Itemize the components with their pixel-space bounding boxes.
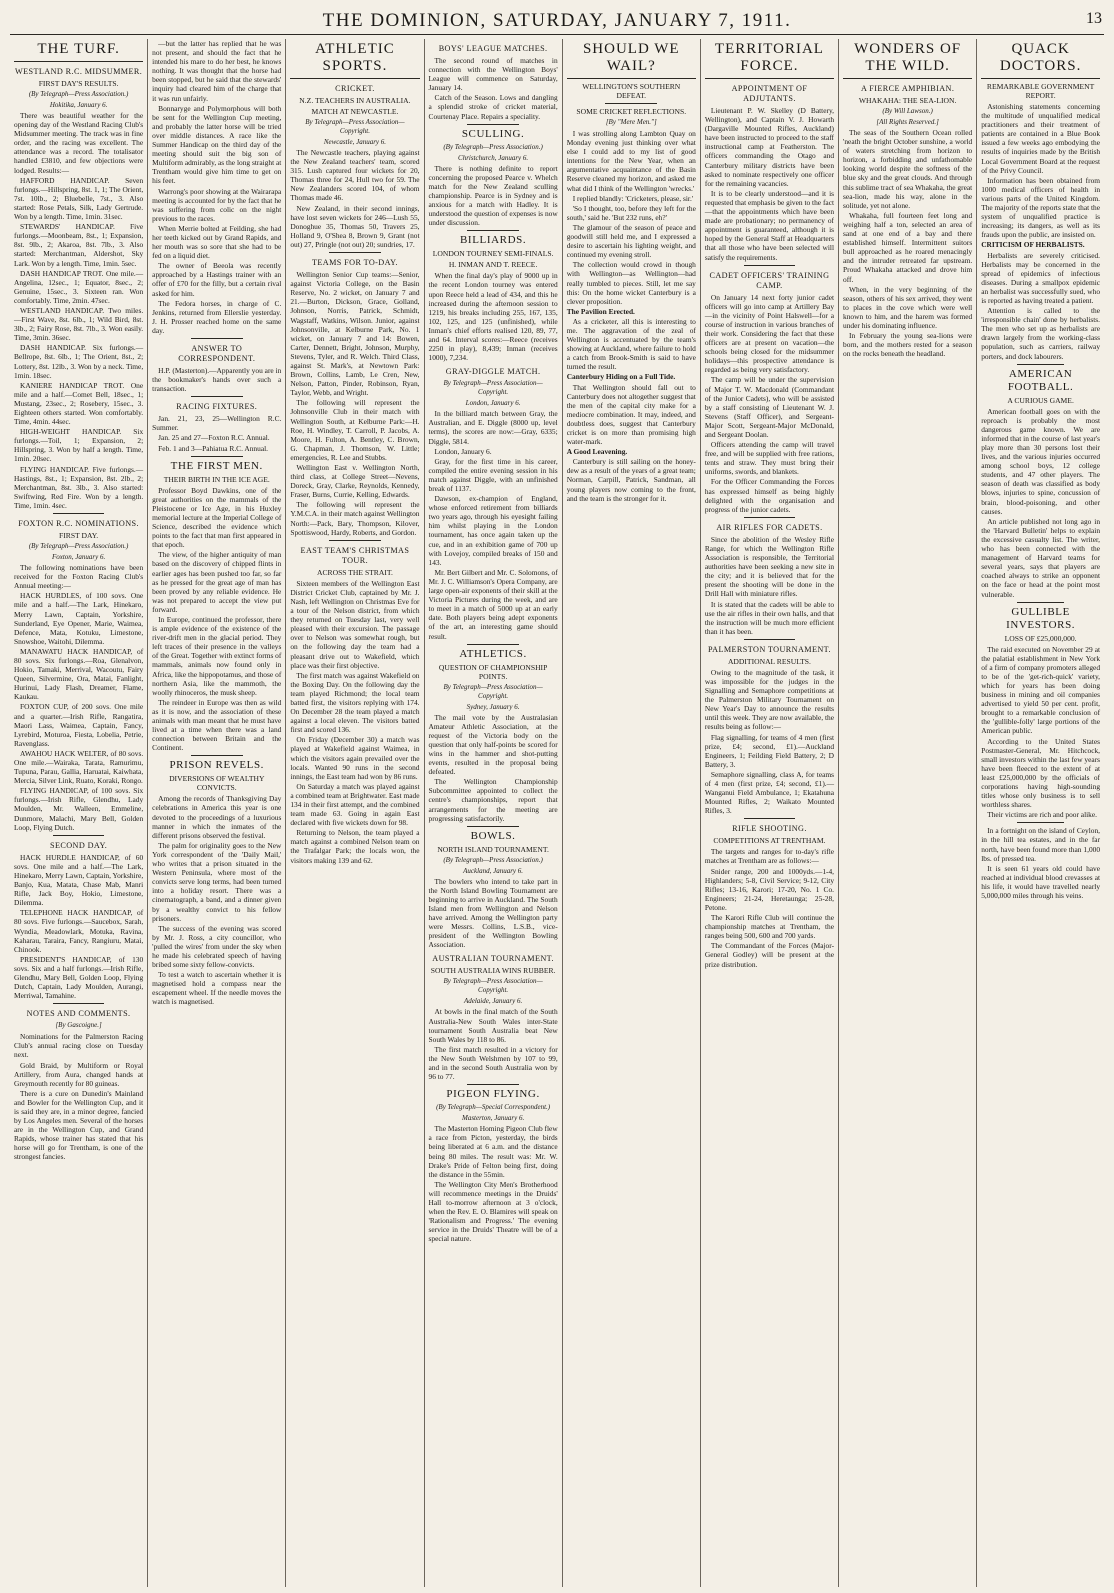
pigeon-heading: PIGEON FLYING. [446,1088,540,1101]
gray-diggle-body [429,409,558,640]
gray-diggle-byline: By Telegraph—Press Association—Copyright. [443,379,543,397]
paragraph: AWAHOU HACK WELTER, of 80 sovs. One mile.—Wairaka, Tarata, Ramurimu, Tupuna, Parau, Gallia, Haruatai, Kaiwhata, Mercia, Silver Link, Ruato, Koraki, Rongo. [14,748,144,786]
divider [1017,602,1065,603]
divider [53,513,105,514]
wail-body [567,129,696,503]
pigeon-byline: (By Telegraph—Special Correspondent.) [436,1103,551,1112]
paragraph: On Saturday a match was played against a combined team at Brightwater. East made 134 in their first attempt, and the combined team made 63. Going in again East declared with five wickets down for 98. [290,781,420,828]
bowls-body [429,877,558,950]
billiards-heading: BILLIARDS. [460,234,527,247]
paragraph: Dawson, ex-champion of England, whose enforced retirement from billiards two years ago, through his eyesight failing him whilst playing in the London tournament, has once again taken up the cue, and in an exhibition game of 700 up with Lovejoy, compiled breaks of 150 and 143. [428,494,558,567]
paragraph: It is to be clearly understood—and it is requested that emphasis be given to the fact—that the appointments which have been made are probationary; no permanency of appointment is guaranteed, although it is hoped by the General Staff at Headquarters that all those who have been selected will satisfy the requirements. [704,188,835,262]
paragraph: Whakaha, full fourteen feet long and weighing half a ton, selected an area of sand at one end of a bay and there established himself. Intermittent suitors bull approached as he roared menacingly and the intruder retreated far upstream. Proud Whakaha attacked and drove him off. [843,210,973,284]
paragraph: I was strolling along Lambton Quay on Monday evening just thinking over what else I could add to my list of good intentions for the New Year, when an argumentative acquaintance of the Basin Reserve cleaned my horizon, and asked me what did I think of the Wellington 'wrecks.' [566,129,696,193]
divider [191,338,243,339]
paragraph: For the Officer Commanding the Forces has expressed himself as being highly delighted with the organisation and progress of the junior cadets. [704,477,835,514]
paragraph: Bonnaryge and Polymorphous will both be sent for the Wellington Cup meeting, and probably the latter horse will be tried over middle distances. A race like the Summer Handicap on the third day of the meeting should suit the big son of Multiform admirably, as the long straight at Trentham would give him time to get on his feet. [152,103,282,186]
paragraph: Warrong's poor showing at the Wairarapa meeting is accounted for by the fact that he was suffering from colic on the night previous to the races. [152,186,282,223]
paragraph: The second round of matches in connection with the Wellington Boys' League will commence on Saturday, January 14. [428,56,558,93]
billiards-body [429,271,558,362]
paragraph: An article published not long ago in the 'Harvard Bulletin' helps to explain the excessive casualty list. The writer, who has been connected with the management of Harvard teams for several years, says that players are coached always to strike an opponent on the face or head at the point most vulnerable. [981,516,1101,599]
column-sports-misc [425,39,563,1587]
paragraph: The camp will be under the supervision of Major T. W. Macdonald (Commandant of the Junior Cadets), who will be assisted by a staff consisting of Lieutenant W. J. Stevens (Staff Officer), and Sergeant-Major Scott, Sergeant-Major McDonald, and Sergeant Doolan. [704,375,835,439]
paragraph: At bowls in the final match of the South Australia-New South Wales inter-State tournament South Australia beat New South Wales by 118 to 86. [428,1007,558,1044]
paragraph: The raid executed on November 29 at the palatial establishment in New York of a firm of company promoters alleged to be of the 'get-rich-quick' variety, which for years has been doing business in mining and oil companies advertised to yield 50 per cent. profit, brought to a remarkable conclusion of the 'gullible-folly' large portions of the American public. [981,644,1101,736]
fixtures-heading: RACING FIXTURES. [176,402,258,412]
paragraph: The reindeer in Europe was then as wild as it is now, and the association of these animals with man meant that he must have lived at a time when there was a land connection between Britain and the Continent. [152,697,282,753]
palmerston-sub: ADDITIONAL RESULTS. [727,656,811,666]
rifle-body [705,847,834,968]
rifle-heading: RIFLE SHOOTING. [732,824,807,834]
final-note: It is seen 61 years old could have reached at individual blood crevasses at his life, it would have travelled nearly 5,000,000 miles through his veins. [981,863,1101,901]
divider [744,818,796,819]
palmerston-body [705,668,834,816]
article-subheading: FIRST DAY. [59,531,99,541]
paragraph: Since the abolition of the Wesley Rifle Range, for which the Wellington Rifle Association is responsible, the Territorial authorities have been seeking a new site in the city; and it is believed that for the present the shooting will be done in the Drill Hall with miniature rifles. [704,534,835,599]
divider [605,103,657,104]
athletics-byline: By Telegraph—Press Association—Copyright. [443,682,543,700]
paragraph: According to the United States Postmaster-General, Mr. Hitchcock, small investors within the last few years have been fleeced to the extent of at least £25,000,000 by the officials of corporations having high-sounding titles whose only business is to sell worthless shares. [981,736,1101,810]
aus-tournament-dateline: Adelaide, January 6. [463,997,523,1006]
paragraph: When the final day's play of 9000 up in the recent London tourney was entered upon Reece held a lead of 434, and this he increased during the afternoon session to 1219, his breaks including 255, 167, 135, 102, 125, and 125 (unfinished), while Inman's chief efforts realised 120, 89, 77, and 64. Interval scores:—Reece (receives 2250 in play), 8,439; Inman (receives 1000), 7,234. [428,271,558,363]
paragraph: Mr. Bert Gilbert and Mr. C. Solomons, of Mr. J. C. Williamson's Opera Company, are large open-air exponents of their skill at the Victoria Pictures during the week, and are to meet in a match of 5000 up at an early date. Both players being adept exponents of the art, an interesting game should result. [428,567,558,641]
cadet-body [705,293,834,514]
gray-diggle-dateline: London, January 6. [465,399,521,408]
teachers-sub: MATCH AT NEWCASTLE. [311,107,399,116]
paragraph: The Pavilion Erected. [566,306,635,316]
teachers-heading: N.Z. TEACHERS IN AUSTRALIA. [299,96,411,105]
paragraph: The targets and ranges for to-day's rifle matches at Trentham are as follows:— [704,847,835,866]
air-rifles-heading: AIR RIFLES FOR CADETS. [716,522,823,532]
section-title-turf: THE TURF. [37,41,120,57]
divider [53,1003,105,1004]
masthead-title: THE DOMINION, SATURDAY, JANUARY 7, 1911. [322,10,792,31]
athletics-heading: ATHLETICS. [459,647,527,660]
section-title-wail: SHOULD WE WAIL? [582,41,680,74]
paragraph: MANAWATU HACK HANDICAP, of 80 sovs. Six furlongs.—Roa, Glenalvon, Hokio, Tamaki, Merrival, Wacoutu, Fairy Queen, Silvermine, Ora, Matai, Fanlight, Hurinui, Lady Flash, Dreamer, Flame, Kaukau. [14,646,144,702]
fixtures-list [152,414,281,452]
paragraph: Sixteen members of the Wellington East District Cricket Club, captained by Mr. J. Nash, left Wellington on Christmas Eve for a tour of the Nelson district, from which they returned on Tuesday last, very well pleased with their excursion. The passage over to Nelson was somewhat rough, but on the following day the team had a pleasant drive out to Wakefield, which place was their first objective. [290,578,420,670]
wail-byline: [By "Mere Men."] [605,118,657,126]
column-turf-continued [148,39,286,1587]
article-heading: NOTES AND COMMENTS. [26,1009,131,1019]
paragraph: Flag signalling, for teams of 4 men (first prize, £4; second, £1).—Auckland Engineers, 1; Feilding Field Battery, 2; D Battery, 3. [704,732,835,769]
pigeon-dateline: Masterton, January 6. [461,1114,525,1123]
cricket-heading: CRICKET. [335,84,375,93]
paragraph: Astonishing statements concerning the multitude of unqualified medical practitioners and their treatment of patients are contained in a Blue Book issued a few weeks ago embodying the results of inquiries made by the British Local Government Board at the request of the Privy Council. [981,102,1101,175]
paragraph: Wellington East v. Wellington North, third class, at College Street—Nevens, Doreck, Gray, Clarke, Reynolds, Kennedy, Fraser, Burns, Currie, Kelling, Edwards. [290,463,420,500]
paragraph: The Wellington City Men's Brotherhood will recommence meetings in the Druids' Hall to-morrow afternoon at 3 o'clock, when the Rev. E. O. Blamires will speak on 'Rationalism and Progress.' The evening service in the Druids' Theatre will be of a special nature. [428,1179,558,1244]
palmerston-heading: PALMERSTON TOURNAMENT. [707,644,831,654]
paragraph: Professor Boyd Dawkins, one of the great authorities on the mammals of the Pleistocene or Ice Age, in his Huxley memorial lecture at the Imperial College of Science, described the evidence which points to the fact that man first appeared in that epoch. [152,485,282,550]
section-title-quack: QUACK DOCTORS. [999,41,1082,74]
football-sub: A CURIOUS GAME. [1007,395,1074,405]
divider [705,78,834,79]
football-heading: AMERICAN FOOTBALL. [1007,367,1074,393]
gullible-heading: GULLIBLE INVESTORS. [1006,605,1076,631]
divider [467,230,519,231]
divider [329,540,381,541]
article-byline: [By Gascoigne.] [55,1021,102,1030]
gullible-body [981,645,1100,820]
paragraph: When Merrie bolted at Feilding, she had her teeth kicked out by Grand Rapids, and her mouth was so sore that she had to be fed on a liquid diet. [152,223,282,261]
athletics-body [429,713,558,823]
paragraph: Among the records of Thanksgiving Day celebrations in America this year is one devoted to the proceedings of a luxurious manner in which the inmates of the different prisons observed the festival. [152,794,282,840]
ceylon-note: In a fortnight on the island of Ceylon, in the hill tea estates, and in the far north, have been found more than 1,000 lbs. of pressed tea. [981,826,1101,863]
teachers-dateline: Newcastle, January 6. [323,138,387,146]
article-byline: (By Telegraph—Press Association.) [28,542,129,551]
paragraph: Jan. 21, 23, 25—Wellington R.C. Summer. [152,414,282,433]
bowls-sub: NORTH ISLAND TOURNAMENT. [437,844,549,854]
paragraph: The following nominations have been received for the Foxton Racing Club's Annual meeting:— [14,563,144,591]
section-title-athletic: ATHLETIC SPORTS. [315,41,395,74]
paragraph: Information has been obtained from 1000 medical officers of health in various parts of the United Kingdom. The majority of the reports state that the system of unqualified practice is increasing; its dangers, as well as its frauds upon the public, are insisted on. [981,175,1101,240]
paragraph: The glamour of the season of peace and goodwill still held me, and I expressed a desire to ascertain his lighting weight, and continued my evening stroll. [566,222,696,260]
teams-heading: TEAMS FOR TO-DAY. [311,258,398,268]
column-athletic-sports [286,39,424,1587]
article-dateline: Hokitika, January 6. [49,101,108,109]
paragraph: To test a watch to ascertain whether it is magnetised hold a compass near the escapement wheel. If the needle moves the watch is magnetised. [152,970,282,1007]
paragraph: The Commandant of the Forces (Major-General Godley) will be present at the prize distribution. [704,941,835,969]
divider [467,124,519,125]
paragraph: 'So I thought, too, before they left for the south,' said he. 'But 232 runs, eh?' [566,203,696,222]
divider [744,517,796,518]
column-territorial [701,39,839,1587]
paragraph: The palm for originality goes to the New York correspondent of the 'Daily Mail,' who writes that a prison situated in the Western Peninsula, where most of the convicts serve long terms, had been turned into a holiday resort. There was a cinematograph, a band, and a dinner given by a wealthy convict to his fellow prisoners. [152,840,282,923]
paragraph: The bowlers who intend to take part in the North Island Bowling Tournament are beginning to arrive in Auckland. The South Island men from Wellington and Nelson have arrived. Among the Wellington party were Messrs. Collins, L.S.B., vice-president of the Wellington Bowling Association. [428,876,558,950]
article-heading: WESTLAND R.C. MIDSUMMER. [14,67,143,76]
aus-tournament-byline: By Telegraph—Press Association—Copyright. [443,977,543,995]
turf-articles [14,67,143,1162]
divider [191,755,243,756]
divider [843,78,972,79]
boys-league-body [429,56,558,121]
gullible-sub: LOSS OF £25,000,000. [1004,633,1077,643]
paragraph: FLYING HANDICAP, of 100 sovs. Six furlongs.—Irish Rifle, Glendhu, Lady Moulden, Mr. Walleen, Emmeline, Dunmore, Malachi, Mary Bell, Golden Loop, Flying Dutch. [14,786,144,832]
sculling-heading: SCULLING. [461,127,525,140]
paragraph: London, January 6. [434,446,492,456]
paragraph: The first match resulted in a victory for the New South Welshmen by 107 to 99, and in the second South Australia won by 96 to 77. [428,1044,558,1082]
athletics-sub: QUESTION OF CHAMPIONSHIP POINTS. [438,662,548,681]
paragraph: There is nothing definite to report concerning the proposed Pearce v. Whelch match for the New Zealand sculling championship. Pearce is in Sydney and is anxious for a match with Hadley. It is understood the question of expenses is now under discussion. [428,163,558,228]
sculling-dateline: Christchurch, January 6. [458,153,529,162]
cadet-heading: CADET OFFICERS' TRAINING CAMP. [709,270,830,290]
paragraph: Semaphore signalling, class A, for teams of 4 men (first prize, £4; second, £1).—Wanganui Field Ambulance, 1; Ekatahuna Mounted Rifles, 2; Waikato Mounted Rifles, 3. [704,769,835,816]
teams-body [290,270,419,537]
paragraph: Their victims are rich and poor alike. [987,810,1097,820]
answer-text: H.P. (Masterton).—Apparently you are in the bookmaker's hands over such a transaction. [152,366,282,394]
sculling-body [429,164,558,228]
paragraph: The Newcastle teachers, playing against the New Zealand teachers' team, scored 315. Lush captured four wickets for 20, Thomas three for 24, Hull two for 59. The New Zealanders scored 104, of whom Thomas made 46. [290,148,420,203]
paragraph: DASH HANDICAP TROT. One mile.—Angelina, 12sec., 1; Equator, 8sec., 2; Genuine, 15sec., 3. Sixteen ran. Won comfortably. Time, 2min. 47sec. [14,268,144,305]
paragraph: FOXTON CUP, of 200 sovs. One mile and a quarter.—Irish Rifle, Rangatira, Maori Lass, Waimea, Captain, Fancy, Lyrebird, Moturoa, Fiesta, Lobelia, Petrie, Ravenglass. [14,702,144,748]
paragraph: Gray, for the first time in his career, compiled the entire evening session in his match against Diggle, with an unfinished break of 1137. [428,456,558,493]
column-quack-doctors [977,39,1104,1587]
paragraph: As a cricketer, all this is interesting to me. The aggravation of the zeal of Wellington is accentuated by the team's showing at Auckland, where failure to hold a catch from Brook-Smith is said to have turned the result. [566,316,696,372]
column-wonders-quack [839,39,977,1587]
paragraph: The mail vote by the Australasian Amateur Athletic Association, at the request of the Victoria body on the question that only half-points be scored for wins in the hammer and shot-putting events, resulted in the proposal being defeated. [428,712,558,777]
wonders-body [843,128,972,358]
article-subheading: FIRST DAY'S RESULTS. [38,79,119,88]
divider [744,265,796,266]
divider [467,644,519,645]
column-turf [10,39,148,1587]
paragraph: On January 14 next forty junior cadet officers will go into camp at Artillery Bay—in the vicinity of Point Halswell—for a course of instruction in various branches of their work. Considering the fact that these officers are at present on vacation—the schools being closed for the midsummer holidays—this prospective attendance is regarded as being very satisfactory. [704,292,835,375]
paragraph: PRESIDENT'S HANDICAP, of 130 sovs. Six and a half furlongs.—Irish Rifle, Glendhu, Mary Bell, Golden Loop, Flying Dutch, Captain, Lady Moulden, Aurangi, Merriwal, Tamahine. [14,954,144,1001]
paragraph: Jan. 25 and 27—Foxton R.C. Annual. [158,433,270,443]
section-title-territorial: TERRITORIAL FORCE. [714,41,824,74]
paragraph: WESTLAND HANDICAP. Two miles.—First Wave, 8st. 6lb., 1; Wild Bird, 8st. 3lb., 2; Fairy Rose, 8st. 7lb., 3. Won easily. Time, 3min. 36sec. [14,305,144,343]
paragraph: The following will represent the Y.M.C.A. in their match against Wellington North:—Pack, Bary, Thompson, Kilover, Spottiswood, Hardy, Roberts, and Gordon. [290,500,420,537]
paragraph: The success of the evening was scored by Mr. J. Ross, a city councillor, who 'pulled the wires' from under the sky when he made his celebrated speech of having bribed some sixty fellow-convicts. [152,923,282,970]
paragraph: In Europe, continued the professor, there is ample evidence of the existence of the river-drift men in the glacial period. They left traces of their presence in the valleys of the Great. Together with extinct forms of mammals, animals now found only in Africa, like the hippopotamus, and those of northern Asia, like the mammoth, the woolly rhinoceros, the musk sheep. [152,614,282,697]
divider [191,396,243,397]
billiards-sub2: H. INMAN AND T. REECE. [448,260,538,270]
teachers-body [290,148,419,249]
paragraph: CRITICISM OF HERBALISTS. [981,240,1085,250]
turf-continued-text [152,39,281,335]
paragraph: HACK HURDLE HANDICAP, of 60 sovs. One mile and a half.—The Lark, Hinekaro, Merry Lawn, Captain, Yorkshire, Banjo, Kua, Matata, Chase Mab, Manri Rifle, Jack Boy, Hokio, Limestone, Dilemma. [14,852,144,908]
divider [329,252,381,253]
divider [290,78,419,79]
wail-sub: WELLINGTON'S SOUTHERN DEFEAT. [582,82,681,100]
wonders-heading: A FIERCE AMPHIBIAN. [860,84,955,93]
paragraph: There was beautiful weather for the opening day of the Westland Racing Club's Midsummer meeting. The track was in fine order, and the racing was excellent. The attendance was a record. The totalisator handled £3810, and few objections were lodged. Results:— [14,111,144,175]
paragraph: In the billiard match between Gray, the Australian, and E. Diggle (8000 up, level terms), the scores are now:—Gray, 6335; Diggle, 5814. [428,409,558,446]
quack-heading: REMARKABLE GOVERNMENT REPORT. [986,82,1095,100]
paragraph: When, in the very beginning of the season, others of his sex arrived, they went to places in the cove which were well known to him, and the harem was formed under his dominating influence. [843,284,973,330]
divider [981,78,1100,79]
paragraph: Snider range, 200 and 1000yds.—1-4, Highlanders; 5-8, Civil Service; 9-12, City Rifles; 13-16, Karori; 17-20, No. 1 Co. Engineers; 21-24, Heretaunga; 25-28, Petone. [704,866,835,912]
divider [567,78,696,79]
paragraph: TELEPHONE HACK HANDICAP, of 80 sovs. Five furlongs.—Saucebox, Sarah, Wyndia, Meadowlark, Motuka, Ravina, Kaharau, Taraira, Fancy, Rangiuru, Matai, Chinook. [14,908,144,954]
page-number: 13 [1086,10,1102,27]
divider [467,826,519,827]
sculling-byline: (By Telegraph—Press Association.) [443,142,543,151]
aus-tournament-sub: SOUTH AUSTRALIA WINS RUBBER. [430,966,556,976]
paragraph: The owner of Beeola was recently approached by a Hastings trainer with an offer of £70 for the filly, but a certain rival asked for him. [152,261,282,298]
bowls-dateline: Auckland, January 6. [463,866,524,875]
wonders-sub: WHAKAHA: THE SEA-LION. [858,96,957,105]
paragraph: Canterbury is still sailing on the honey-dew as a result of the years of a great team; Norman, Carpill, Patrick, Sandman, all young players now coming to the front, and the team is the stronger for it. [566,457,696,503]
paragraph: Feb. 1 and 3—Pahiatua R.C. Annual. [158,443,268,453]
tour-sub: ACROSS THE STRAIT. [316,567,393,577]
answer-heading: ANSWER TO CORRESPONDENT. [178,344,256,363]
article-dateline: Foxton, January 6. [51,553,106,562]
divider [744,639,796,640]
paragraph: Nominations for the Palmerston Racing Club's annual racing close on Tuesday next. [14,1032,144,1060]
first-men-sub: THEIR BIRTH IN THE ICE AGE. [163,474,270,484]
article-heading: SECOND DAY. [49,840,108,850]
football-body [981,407,1100,599]
paragraph: New Zealand, in their second innings, have lost seven wickets for 246—Lush 55, Donoghue 35, Thomas 50, Travers 25, Holland 9, O'Shea 8, Brown 9, Grant (not out) 27, Pringle (not out) 20; sundries, 17. [290,203,420,249]
divider [1017,822,1065,823]
paragraph: The Wellington Championship Subcommittee appointed to collect the centre's championships, report that arrangements for the meeting are progressing satisfactorily. [428,777,558,823]
paragraph: Owing to the magnitude of the task, it was impossible for the judges in the Signalling and Semaphore competitions at the Palmerston Military Tournament on New Year's Day to announce the results until this week. They are now available, the results being as follow:— [704,667,835,732]
paragraph: That Wellington should fall out to Canterbury does not altogether suggest that the men of the capital city make for a mediocre combination. It may, indeed, and doubtless does, suggest that Canterbury cricket is on more than promising high water-mark. [566,382,696,447]
bowls-heading: BOWLS. [470,829,516,842]
first-men-body [152,486,281,753]
wail-sub2: SOME CRICKET REFLECTIONS. [576,107,687,116]
tour-heading: EAST TEAM'S CHRISTMAS TOUR. [300,545,410,565]
paragraph: The Masterton Homing Pigeon Club flew a race from Picton, yesterday, the birds being liberated at 6 a.m. and the distance being 80 miles. The result was: Mr. W. Drake's Pride of Felton being first, doing the distance in the 55min. [428,1124,558,1179]
divider [14,61,143,62]
paragraph: In February the young sea-lions were born, and the mothers rested for a season on the rocks beneath the headland. [843,331,973,359]
paragraph: Officers attending the camp will travel free, and will be supplied with free rations, tents and straw. They must bring their uniforms, swords, and blankets. [704,440,835,477]
paragraph: The Karori Rifle Club will continue the championship matches at Trentham, the ranges being 500, 600 and 700 yards. [704,913,835,941]
paragraph: HAFFORD HANDICAP. Seven furlongs.—Hillspring, 8st. 1, 1; The Orient, 7st. 10lb., 2; Bluebelle, 7st., 3. Also started: Rose Petals, Silk, Lady Gertrude. Won by a length. Time, 1min. 31sec. [14,175,144,222]
paragraph: Lieutenant P. W. Skelley (D Battery, Wellington), and Captain V. J. Howarth (Dargaville Mounted Rifles, Auckland) have been instructed to proceed to the staff instructional camp at Featherston. The officers commanding the Otago and Canterbury military districts have been asked to nominate respectively one officer for the remaining vacancies. [704,106,835,188]
paragraph: Catch of the Season. Lows and dangling a splendid stroke of cricket material, Courtenay Place. Repairs a speciality. [428,93,558,121]
appointment-body [705,106,834,262]
paragraph: Wellington Senior Cup teams:—Senior, against Victoria College, on the Basin Reserve, No. 2 wicket, on January 7 and 21.—Burton, Dickson, Grace, Golland, Johnson, Norris, Patrick, Schmidt, Wagstaff, Watkins, Wilson. Junior, against Johnsonville, at Kelburne Park, No. 1 wicket, on January 7 and 14: Bowen, Carter, Dennett, Bright, Johnson, Murphy, Stevens, Tyler, and R. Welch. Third Class, against St. Mark's, at Newtown Park: Brown, Collins, Lamb, Le Cren, New, Nelson, Patton, Pinder, Robinson, Ryan, Taylor, Webb, and Wright. [290,270,420,398]
paragraph: Herbalists are severely criticised. Herbalists may be concerned in the spread of epidemics of infectious diseases. During a smallpox epidemic an herbalist was successfully sued, who is reported as having treated a patient. [981,250,1101,305]
first-men-heading: THE FIRST MEN. [170,459,263,472]
paragraph: The seas of the Southern Ocean rolled 'neath the bright October sunshine, a world of waters stretching from horizon to horizon, a forbidding and unfathomable looking world despite the softness of the blue sky and the great clouds. And through this sublime tract of sea Whakaha, the great sea-lion, made his way, alone in the solitude, yet not alone. [843,128,973,210]
aus-tournament-body [429,1007,558,1081]
paragraph: FLYING HANDICAP. Five furlongs.—Hastings, 8st., 1; Expansion, 8st. 2lb., 2; Merchantman, 8st. 3lb., 3. Also started: Swiftwing, Red Fire. Won by a length. Time, 1min. 4sec. [14,464,144,510]
paragraph: On Friday (December 30) a match was played at Wakefield against Waimea, in which the visitors again prevailed over the locals. Wanted 90 runs in the second innings, the East team had won by 86 runs. [290,735,420,781]
billiards-sub: LONDON TOURNEY SEMI-FINALS. [432,249,554,259]
paragraph: The view, of the higher antiquity of man based on the discovery of chipped flints in earlier ages has been pushed too far, so far as he pressed for the great age of man has been proved by any reliable evidence. He was not prepared to accept the view put forward. [152,550,282,614]
divider [1017,364,1065,365]
quack-body [981,102,1100,361]
section-title-wonders: WONDERS OF THE WILD. [854,41,962,74]
article-byline: (By Telegraph—Press Association.) [28,90,129,98]
paragraph: HIGH-WEIGHT HANDICAP. Six furlongs.—Toil, 1; Expansion, 2; Hillspring, 3. Won by half a length. Time, 1min. 20sec. [14,427,144,464]
paragraph: It is stated that the cadets will be able to use the air rifles in their own halls, and that the instruction will be much more efficient than it has been. [704,599,835,636]
column-should-we-wail [563,39,701,1587]
paragraph: The Fedora horses, in charge of C. Jenkins, returned from Ellerslie yesterday. J. H. Prosser reached home on the same day. [152,298,282,335]
paragraph: HACK HURDLES, of 100 sovs. One mile and a half.—The Lark, Hinekaro, Merry Lawn, Captain, Yorkshire, Sunderland, Eye Opener, Marie, Waimea, Defence, Mata, Kotuku, Limestone, Snowshoe, Waitohi, Dilemma. [14,591,144,646]
masthead [10,8,1104,35]
prison-body [152,794,281,1006]
paragraph: KANIERE HANDICAP TROT. One mile and a half.—Comet Bell, 18sec., 1; Mustang, 23sec., 2; Rosebery, 15sec., 3. Eighteen others started. Won comfortably. Time, 4min. 44sec. [14,380,144,427]
article-heading: FOXTON R.C. NOMINATIONS. [18,519,139,529]
paragraph: The following will represent the Johnsonville Club in their match with Wellington South, at Kelburne Park:—H. Roe, H. Windley, T. Carroll, P. Jacobs, A. Moore, H. Fulton, A. Bentley, C. Brown, G. Chapman, J. Thomson, W. Little; emergencies, R. Lee and Stubbs. [290,398,420,462]
tour-body [290,579,419,865]
paragraph: —but the latter has replied that he was not present, and should the fact that he intended his mare to do her best, he knows nothing. It was thought that the horse had been stopped, but he said that the stewards' inquiry had cleared him of the charge that it was run unfairly. [152,39,282,103]
prison-heading: PRISON REVELS. [169,759,265,772]
paragraph: DASH HANDICAP. Six furlongs.—Bellrope, 8st. 6lb., 1; The Orient, 8st., 2; Lottery, 8st. 12lb., 3. Won by a neck. Time, 1min. 18sec. [14,343,144,380]
appointment-heading: APPOINTMENT OF ADJUTANTS. [731,84,808,103]
paragraph: I replied blandly: 'Cricketers, please, sir.' [572,193,694,203]
paragraph: Returning to Nelson, the team played a match against a combined Nelson team on the Trafalgar Park; the locals won, the visitors making 139 and 62. [290,828,420,865]
rifle-sub: COMPETITIONS AT TRENTHAM. [713,836,826,846]
pigeon-body [429,1124,558,1243]
paragraph: Attention is called to the 'irresponsible chain' done by herbalists. The men who set up as herbalists are drawn largely from the working-class population, such as carriers, railway porters, and dock labourers. [981,306,1101,361]
paragraph: Gold Braid, by Multiform or Royal Artillery, from Aura, changed hands at Greymouth recently for 80 guineas. [14,1060,144,1088]
bowls-byline: (By Telegraph—Press Association.) [443,855,543,864]
athletics-dateline: Sydney, January 6. [466,702,520,711]
air-rifles-body [705,535,834,636]
paragraph: STEWARDS' HANDICAP. Five furlongs.—Moonbeam, 8st., 1; Expansion, 8st. 9lb., 2; Akaroa, 8st. 7lb., 3. Also started: Merchantman, Aldershot, Sky Lark. Won by a length. Time, 1min. 5sec. [14,222,144,268]
teachers-byline: By Telegraph—Press Association—Copyright. [305,118,405,135]
paragraph: A Good Leavening. [566,447,628,457]
paragraph: The collection would crowd in though with Wellington—as Wellington—had really tumbled to pieces. Still, let me say this: On the home wicket Canterbury is a clever proposition. [566,260,696,306]
gray-diggle-heading: GRAY-DIGGLE MATCH. [445,367,541,377]
divider [467,1084,519,1085]
paragraph: The first match was against Wakefield on the Boxing Day. On the following day the team played Richmond; the local team batted first, the visitors replying with 174. On December 28 the team played a match against a local eleven. The visitors batted first and scored 136. [290,670,420,735]
paragraph: American football goes on with the reproach is probably the most dangerous game known. We are informed that in the course of last year's play more than 30 persons lost their lives, and the various injuries occurred among school boys, 12 college students, and 47 other players. The season of death was classified as body blows, injuries to spine, concussion of brain, blood-poisoning, and other causes. [981,406,1101,516]
paragraph: There is a cure on Dunedin's Mainland and Bowler for the Wellington Cup, and it is said they are, in a minor degree, fancied by Los Angeles men. Several of the horses are in the Wellington Cup, and Grand Rapids, whose trainer has stated that his horse will go for Trentham, is one of the strongest fancies. [14,1088,144,1162]
prison-sub: DIVERSIONS OF WEALTHY CONVICTS. [169,774,265,793]
aus-tournament-heading: AUSTRALIAN TOURNAMENT. [432,954,554,964]
wonders-byline: (By Will Lawson.) [882,107,933,115]
paragraph: Canterbury Hiding on a Full Tide. [566,372,676,382]
divider [191,456,243,457]
wonders-note: [All Rights Reserved.] [876,118,939,126]
boys-league-heading: BOYS' LEAGUE MATCHES. [438,44,548,53]
columns [10,39,1104,1587]
divider [53,835,105,836]
